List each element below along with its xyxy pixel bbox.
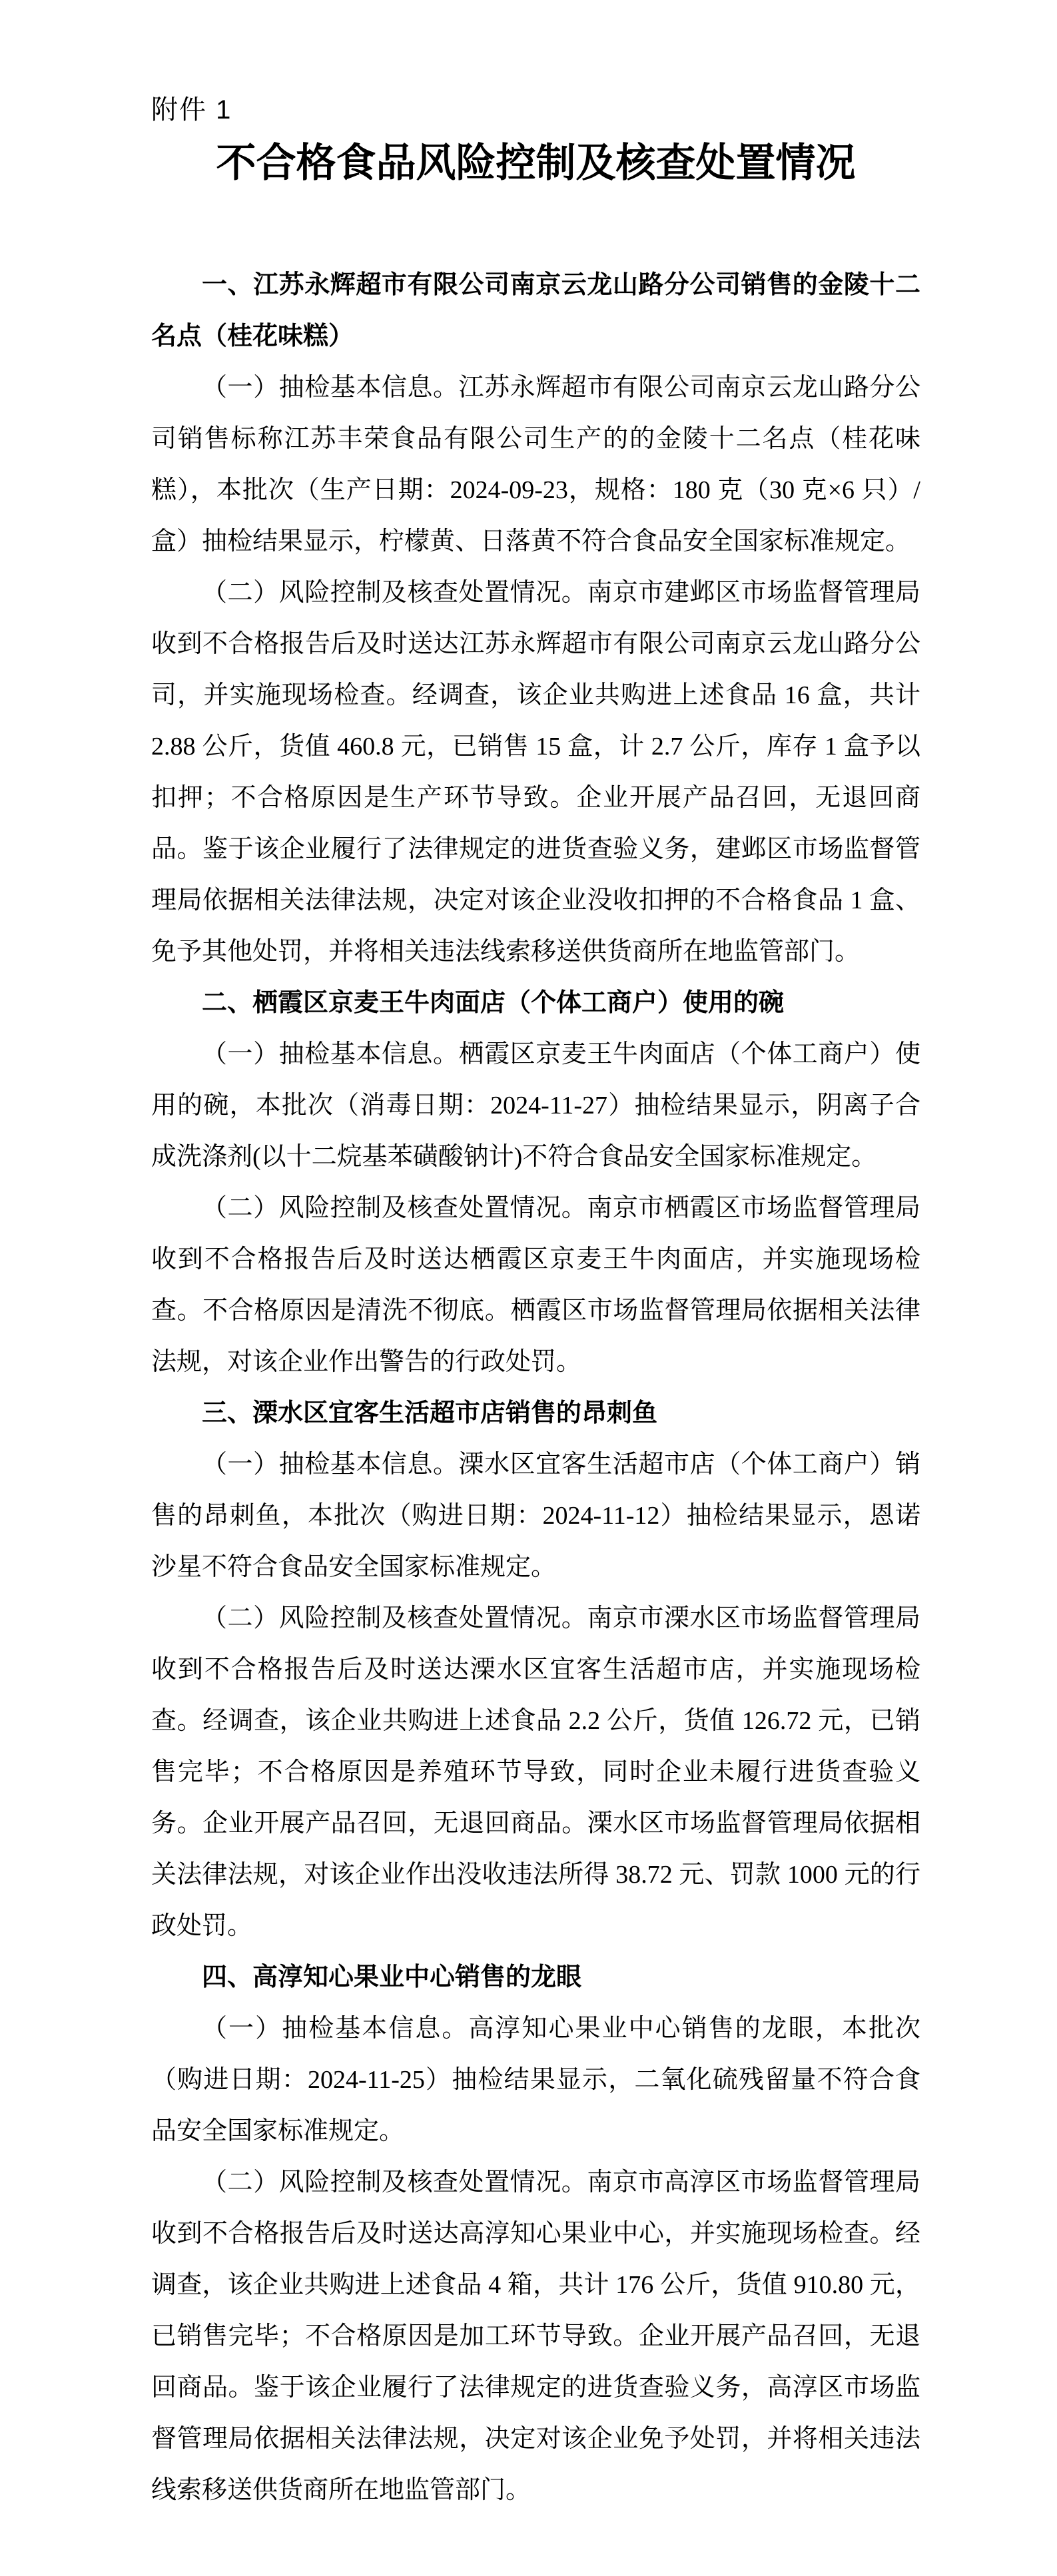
section-heading-1: 一、江苏永辉超市有限公司南京云龙山路分公司销售的金陵十二名点（桂花味糕） <box>151 271 920 350</box>
section-1-paragraph-risk-control: （二）风险控制及核查处置情况。南京市建邺区市场监督管理局收到不合格报告后及时送达江苏永辉超市有限公司南京云龙山路分公司，并实施现场检查。经调查，该企业共购进上述食品 16 盒，共计 2.88 公斤，货值 460.8 元，已销售 15 盒，计 2.7 公斤，库存 1 盒予以扣押；不合格原因是生产环节导致。企业开展产品召回，无退回商品。鉴于该企业履行了法律规定的进货查验义务，建邺区市场监督管理局依据相关法律法规，决定对该企业没收扣押的不合格食品 1 盒、免予其他处罚，并将相关违法线索移送供货商所在地监管部门。 <box>151 579 920 966</box>
section-2-paragraph-risk-control: （二）风险控制及核查处置情况。南京市栖霞区市场监督管理局收到不合格报告后及时送达栖霞区京麦王牛肉面店，并实施现场检查。不合格原因是清洗不彻底。栖霞区市场监督管理局依据相关法律法规，对该企业作出警告的行政处罚。 <box>151 1194 920 1376</box>
page-title: 不合格食品风险控制及核查处置情况 <box>216 141 856 185</box>
document-body <box>151 260 920 2516</box>
section-1-paragraph-sampling-info: （一）抽检基本信息。江苏永辉超市有限公司南京云龙山路分公司销售标称江苏丰荣食品有限公司生产的的金陵十二名点（桂花味糕），本批次（生产日期：2024-09-23，规格：180 克（30 克×6 只）/盒）抽检结果显示，柠檬黄、日落黄不符合食品安全国家标准规定。 <box>151 374 920 555</box>
section-4-paragraph-risk-control: （二）风险控制及核查处置情况。南京市高淳区市场监督管理局收到不合格报告后及时送达高淳知心果业中心，并实施现场检查。经调查，该企业共购进上述食品 4 箱，共计 176 公斤，货值 910.80 元，已销售完毕；不合格原因是加工环节导致。企业开展产品召回，无退回商品。鉴于该企业履行了法律规定的进货查验义务，高淳区市场监督管理局依据相关法律法规，决定对该企业免予处罚，并将相关违法线索移送供货商所在地监管部门。 <box>151 2168 920 2504</box>
section-3-paragraph-risk-control: （二）风险控制及核查处置情况。南京市溧水区市场监督管理局收到不合格报告后及时送达溧水区宜客生活超市店，并实施现场检查。经调查，该企业共购进上述食品 2.2 公斤，货值 126.72 元，已销售完毕；不合格原因是养殖环节导致，同时企业未履行进货查验义务。企业开展产品召回，无退回商品。溧水区市场监督管理局依据相关法律法规，对该企业作出没收违法所得 38.72 元、罚款 1000 元的行政处罚。 <box>151 1604 920 1940</box>
section-heading-2: 二、栖霞区京麦王牛肉面店（个体工商户）使用的碗 <box>202 989 785 1017</box>
attachment-label: 附件 1 <box>151 95 232 125</box>
section-4-paragraph-sampling-info: （一）抽检基本信息。高淳知心果业中心销售的龙眼，本批次（购进日期：2024-11-25）抽检结果显示，二氧化硫残留量不符合食品安全国家标准规定。 <box>151 2015 920 2145</box>
section-heading-3: 三、溧水区宜客生活超市店销售的昂刺鱼 <box>202 1399 658 1427</box>
section-3-paragraph-sampling-info: （一）抽检基本信息。溧水区宜客生活超市店（个体工商户）销售的昂刺鱼，本批次（购进日期：2024-11-12）抽检结果显示，恩诺沙星不符合食品安全国家标准规定。 <box>151 1450 920 1581</box>
section-heading-4: 四、高淳知心果业中心销售的龙眼 <box>202 1963 582 1991</box>
section-2-paragraph-sampling-info: （一）抽检基本信息。栖霞区京麦王牛肉面店（个体工商户）使用的碗，本批次（消毒日期：2024-11-27）抽检结果显示，阴离子合成洗涤剂(以十二烷基苯磺酸钠计)不符合食品安全国家标准规定。 <box>151 1040 920 1171</box>
